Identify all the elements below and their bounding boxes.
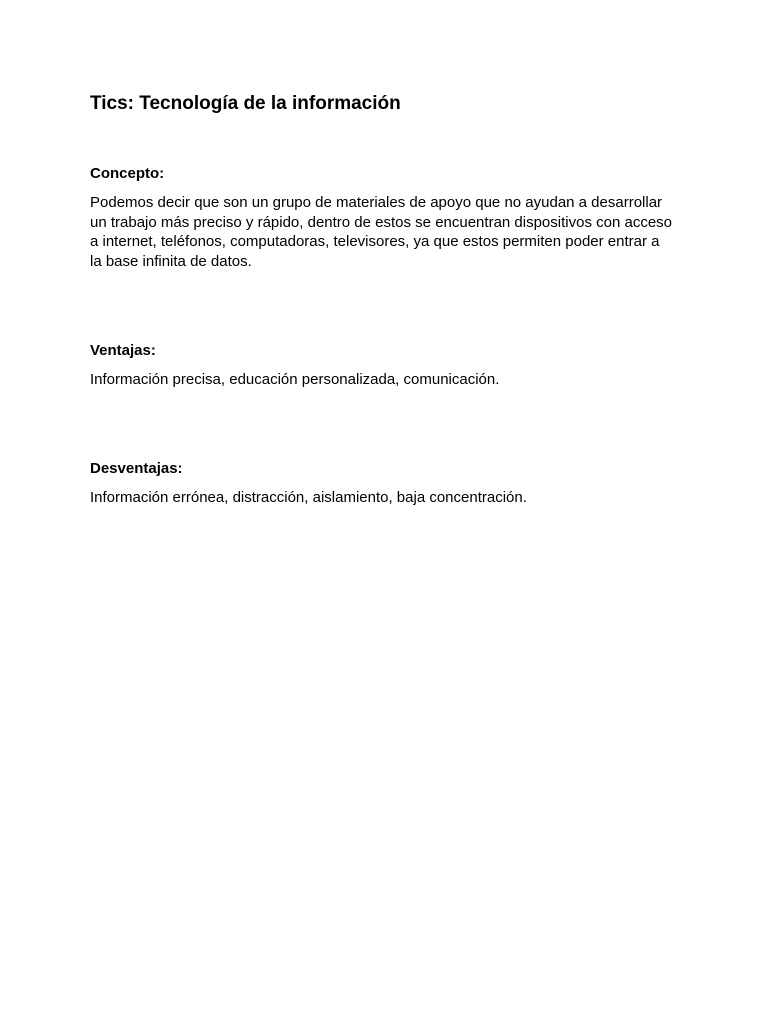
paragraph-line: la base infinita de datos. bbox=[90, 252, 252, 270]
section-heading-concepto: Concepto: bbox=[90, 165, 165, 182]
paragraph-line: a internet, teléfonos, computadoras, televisores, ya que estos permiten poder entrar a bbox=[90, 233, 660, 250]
section-text-concepto bbox=[90, 193, 690, 271]
page-title: Tics: Tecnología de la información bbox=[90, 93, 401, 114]
section-heading-ventajas: Ventajas: bbox=[90, 342, 156, 359]
paragraph-line: Información errónea, distracción, aislamiento, baja concentración. bbox=[90, 489, 527, 506]
section-heading-desventajas: Desventajas: bbox=[90, 460, 183, 477]
section-text-desventajas bbox=[90, 488, 527, 508]
section-text-ventajas bbox=[90, 370, 499, 390]
paragraph-line: Información precisa, educación personalizada, comunicación. bbox=[90, 371, 500, 388]
paragraph-line: Podemos decir que son un grupo de materiales de apoyo que no ayudan a desarrollar bbox=[90, 194, 663, 211]
paragraph-line: un trabajo más preciso y rápido, dentro de estos se encuentran dispositivos con acceso bbox=[90, 213, 672, 231]
